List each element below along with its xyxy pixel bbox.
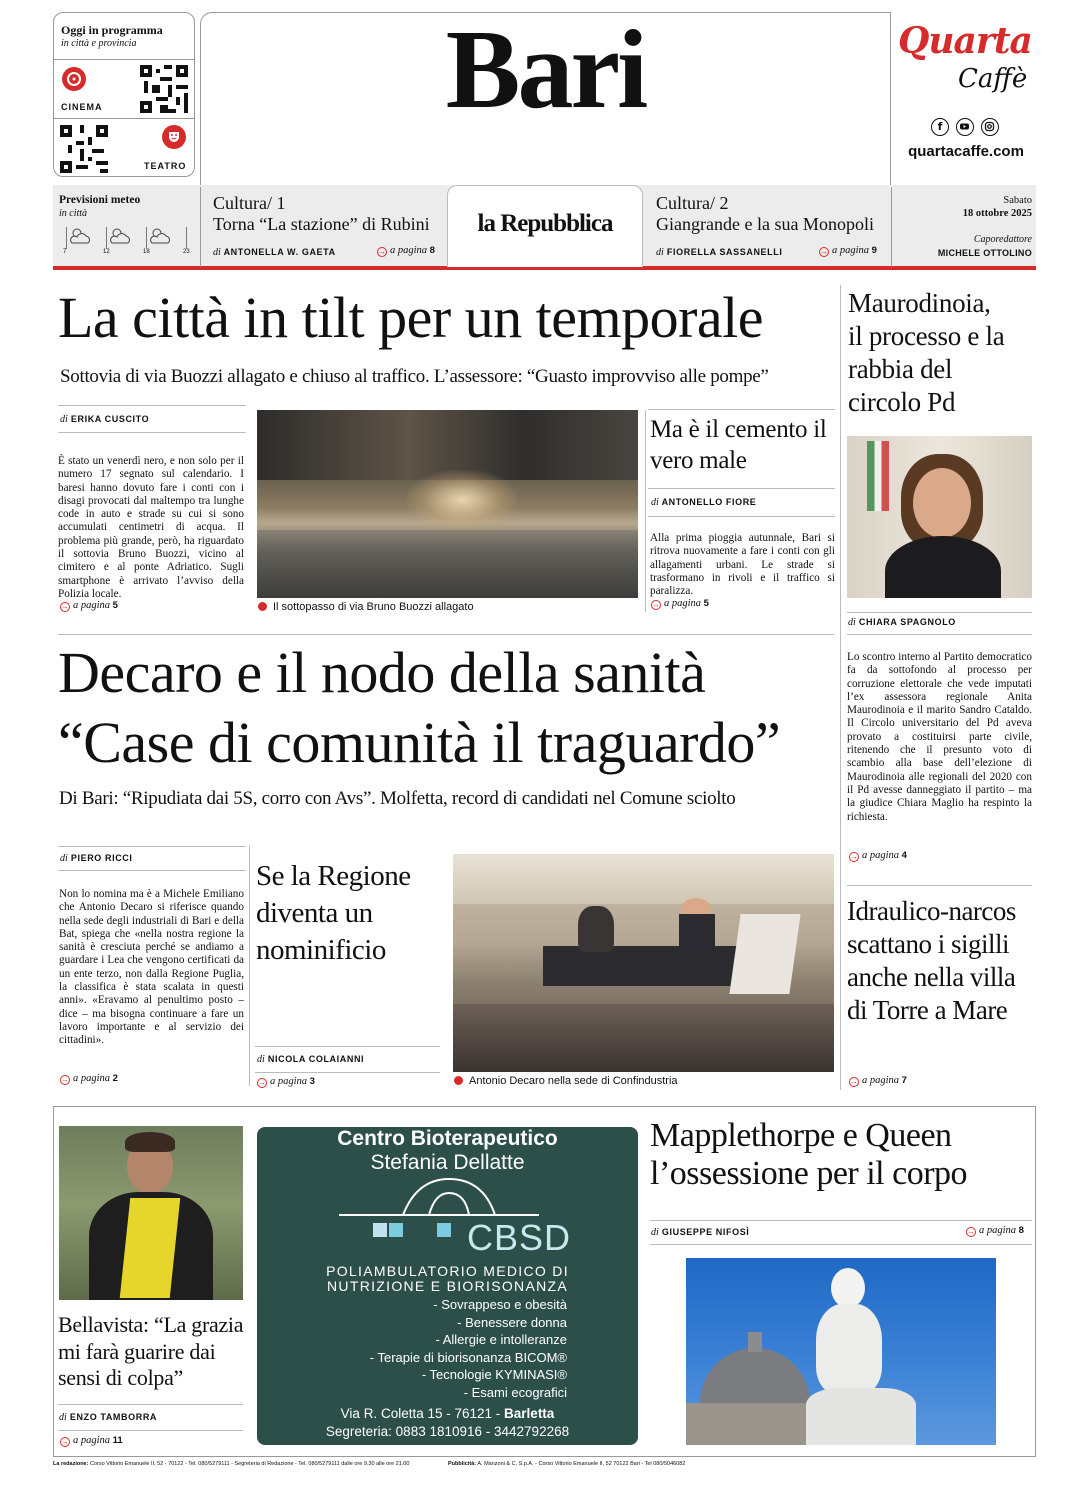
meteo-temp: 23: [183, 249, 190, 255]
lead-headline[interactable]: La città in tilt per un temporale: [58, 285, 764, 350]
cinema-icon[interactable]: [62, 67, 86, 91]
cloudy-sun-icon: [68, 225, 94, 247]
cultura2-byline: di FIORELLA SASSANELLI: [656, 247, 783, 258]
arrow-right-icon: →: [61, 1075, 69, 1084]
arrow-right-icon: →: [258, 1078, 266, 1087]
ad-subtitle: Stefania Dellatte: [370, 1151, 525, 1174]
cultura1-page-link[interactable]: → a pagina 8: [378, 245, 435, 256]
meteo-temp: 7: [63, 249, 67, 255]
issue-date: 18 ottobre 2025: [962, 208, 1032, 219]
ad-line2: NUTRIZIONE E BIORISONANZA: [327, 1278, 568, 1294]
ad-service-item: - Benessere donna: [457, 1314, 567, 1330]
cinema-label: CINEMA: [61, 102, 103, 112]
maurodinoia-photo: [847, 436, 1032, 598]
ad-service-item: - Tecnologie KYMINASI®: [421, 1367, 567, 1383]
decaro-headline-line2[interactable]: “Case di comunità il traguardo”: [58, 710, 781, 775]
regione-byline: di NICOLA COLAIANNI: [257, 1054, 365, 1065]
arrow-right-icon: →: [967, 1227, 975, 1236]
footer-redazione: La redazione: Corso Vittorio Emanuele II, 52 - 70122 - Tel. 080/5279111 - Segreteria di Redazione - Tel. 080/5279111 dalle ore 9.30 alle ore 21.00: [53, 1461, 410, 1467]
programma-title: Oggi in programma: [61, 23, 163, 37]
cemento-headline[interactable]: Ma è il cemento il vero male: [650, 416, 827, 474]
decaro-photo-caption: Antonio Decaro nella sede di Confindustria: [454, 1075, 678, 1087]
bellavista-headline[interactable]: Bellavista: “La grazia mi farà guarire dai sensi di colpa”: [58, 1312, 244, 1390]
decaro-page-link[interactable]: → a pagina 2: [61, 1073, 118, 1084]
arrow-right-icon: →: [820, 247, 828, 256]
decaro-body: Non lo nomina ma è a Michele Emiliano che Antonio Decaro si riferisce quando nella sede degli industriali di Bari e della Bat, spiega che «nella nostra regione la sanità è cresciuta perché se andiamo a guardare i Lea che vengono certificati da un ente terzo, non dalla Regione Puglia, la classifica è stata scalata in questi anni». «Eravamo al penultimo posto – dice – ma bisogna continuare a fare un lavoro importante e al servizio dei cittadini».: [59, 888, 244, 1047]
maurodinoia-headline[interactable]: Maurodinoia, il processo e la rabbia del circolo Pd: [848, 288, 1005, 417]
cultura2-title: Giangrande e la sua Monopoli: [656, 214, 874, 234]
cemento-byline: di ANTONELLO FIORE: [651, 497, 757, 508]
cultura1-title: Torna “La stazione” di Rubini: [213, 214, 430, 234]
arrow-right-icon: →: [378, 247, 386, 256]
youtube-icon[interactable]: [956, 118, 974, 136]
sponsor-logo[interactable]: [896, 20, 1036, 115]
decaro-headline-line1[interactable]: Decaro e il nodo della sanità: [58, 640, 706, 705]
issue-day: Sabato: [1003, 195, 1032, 206]
ad-title: Centro Bioterapeutico: [337, 1127, 558, 1150]
regione-headline[interactable]: Se la Regione diventa un nominificio: [256, 860, 411, 966]
meteo-forecast: [60, 225, 195, 260]
facebook-icon[interactable]: f: [931, 118, 949, 136]
decaro-byline: di PIERO RICCI: [60, 853, 133, 864]
maurodinoia-byline: di CHIARA SPAGNOLO: [848, 617, 956, 628]
ad-services-list: [317, 1296, 567, 1402]
ad-service-item: - Esami ecografici: [463, 1384, 567, 1400]
cloudy-sun-icon: [148, 225, 174, 247]
lead-subhead: Sottovia di via Buozzi allagato e chiuso al traffico. L’assessore: “Guasto improvviso alle pompe”: [60, 366, 769, 387]
arrow-right-icon: →: [850, 852, 858, 861]
footer-pubblicita: Pubblicità: A. Manzoni & C. S.p.A. - Corso Vittorio Emanuele II, 52 70122 Bari - Tel 080/5046082: [448, 1461, 686, 1467]
programma-box: [53, 12, 195, 177]
idraulico-page-link[interactable]: → a pagina 7: [850, 1075, 907, 1086]
camera-icon: [454, 1076, 463, 1085]
cultura2-page-link[interactable]: → a pagina 9: [820, 245, 877, 256]
flooded-underpass-photo: [257, 410, 638, 598]
cemento-page-link[interactable]: → a pagina 5: [652, 598, 709, 609]
masthead-title: Bari: [445, 8, 646, 132]
meteo-title: Previsioni meteo: [59, 194, 141, 206]
mapplethorpe-headline-line2[interactable]: l’ossessione per il corpo: [650, 1155, 968, 1192]
decaro-subhead: Di Bari: “Ripudiata dai 5S, corro con Avs”. Molfetta, record di candidati nel Comune sciolto: [59, 788, 736, 809]
teatro-qr-code[interactable]: [60, 125, 108, 173]
maurodinoia-body: Lo scontro interno al Partito democratico fa da sottofondo al processo per corruzione elettorale che vede imputati l’ex assessora regionale Anita Maurodinoia e il marito Sandro Cataldo. Il Circolo universitario del Pd aveva provato a costituirsi parte civile, ritenendo che il presunto voto di scambio alla base dell’elezione di Maurodinoia alle regionali del 2020 con il Pd avesse danneggiato il partito – ma la giudice Chiara Maglio ha respinto la richiesta.: [847, 651, 1032, 823]
bellavista-page-link[interactable]: → a pagina 11: [61, 1435, 123, 1446]
bellavista-photo: [59, 1126, 243, 1300]
idraulico-headline[interactable]: Idraulico-narcos scattano i sigilli anche nella villa di Torre a Mare: [847, 896, 1016, 1025]
lead-byline: di ERIKA CUSCITO: [60, 414, 150, 425]
cultura1-byline: di ANTONELLA W. GAETA: [213, 247, 336, 258]
sponsor-logo-sub: Caffè: [958, 64, 1028, 94]
lead-body: È stato un venerdì nero, e non solo per il numero 17 segnato sul calendario. I baresi hanno dovuto fare i conti con i disagi provocati dal maltempo tra lunghe code in auto e strade su cui si sono accumulati centimetri di acqua. Il problema più grande, però, ha riguardato il sottovia Bruno Buozzi, vicino al cimitero e al ponte Adriatico. Sugli smartphone è arrivato l’avviso della Polizia locale.: [58, 455, 244, 600]
sponsor-url[interactable]: quartacaffe.com: [908, 143, 1024, 160]
ad-service-item: - Terapie di biorisonanza BICOM®: [369, 1349, 567, 1365]
meteo-temp: 12: [103, 249, 110, 255]
teatro-label: TEATRO: [144, 161, 187, 171]
cultura1-kicker: Cultura/ 1: [213, 193, 286, 213]
lead-photo-caption: Il sottopasso di via Bruno Buozzi allagato: [258, 601, 474, 613]
cbsd-advertisement[interactable]: [257, 1127, 638, 1445]
maurodinoia-page-link[interactable]: → a pagina 4: [850, 850, 907, 861]
bellavista-byline: di ENZO TAMBORRA: [59, 1412, 158, 1423]
editor-role: Caporedattore: [973, 234, 1032, 245]
cinema-qr-code[interactable]: [140, 65, 188, 113]
ad-logo-text: CBSD: [467, 1217, 572, 1258]
cloudy-sun-icon: [108, 225, 134, 247]
arrow-right-icon: →: [652, 600, 660, 609]
arrow-right-icon: →: [61, 602, 69, 611]
social-icons: [931, 118, 1001, 136]
instagram-icon[interactable]: [981, 118, 999, 136]
ad-line1: POLIAMBULATORIO MEDICO DI: [326, 1263, 569, 1279]
confindustria-conference-photo: [453, 854, 834, 1072]
ad-service-item: - Sovrappeso e obesità: [433, 1297, 567, 1312]
ad-service-item: - Allergie e intolleranze: [435, 1332, 567, 1348]
arrow-right-icon: →: [61, 1437, 69, 1446]
repubblica-logo: la Repubblica: [477, 210, 613, 237]
sculpture-photo: [686, 1258, 996, 1445]
cultura1-teaser[interactable]: [213, 193, 443, 263]
ad-phones: Segreteria: 0883 1810916 - 3442792268: [325, 1424, 570, 1439]
cultura2-kicker: Cultura/ 2: [656, 193, 729, 213]
meteo-temp: 18: [143, 249, 150, 255]
mapplethorpe-page-link[interactable]: → a pagina 8: [967, 1225, 1024, 1236]
meteo-subtitle: in città: [59, 208, 88, 219]
teatro-icon[interactable]: [162, 125, 186, 149]
cemento-body: Alla prima pioggia autunnale, Bari si ritrova nuovamente a fare i conti con gli allagamenti urbani. Le strade si trasformano in rivoli e il traffico si paralizza.: [650, 532, 835, 598]
ad-address: Via R. Coletta 15 - 76121 - Barletta: [340, 1406, 555, 1421]
lead-page-link[interactable]: → a pagina 5: [61, 600, 118, 611]
cultura2-teaser[interactable]: [656, 193, 888, 263]
sponsor-logo-brand: Quarta: [898, 20, 1032, 62]
mapplethorpe-byline: di GIUSEPPE NIFOSÌ: [651, 1227, 750, 1238]
regione-page-link[interactable]: → a pagina 3: [258, 1076, 315, 1087]
mapplethorpe-headline-line1[interactable]: Mapplethorpe e Queen: [650, 1117, 952, 1154]
editor-name: MICHELE OTTOLINO: [937, 248, 1032, 258]
arrow-right-icon: →: [850, 1077, 858, 1086]
programma-subtitle: in città e provincia: [61, 38, 137, 49]
camera-icon: [258, 602, 267, 611]
